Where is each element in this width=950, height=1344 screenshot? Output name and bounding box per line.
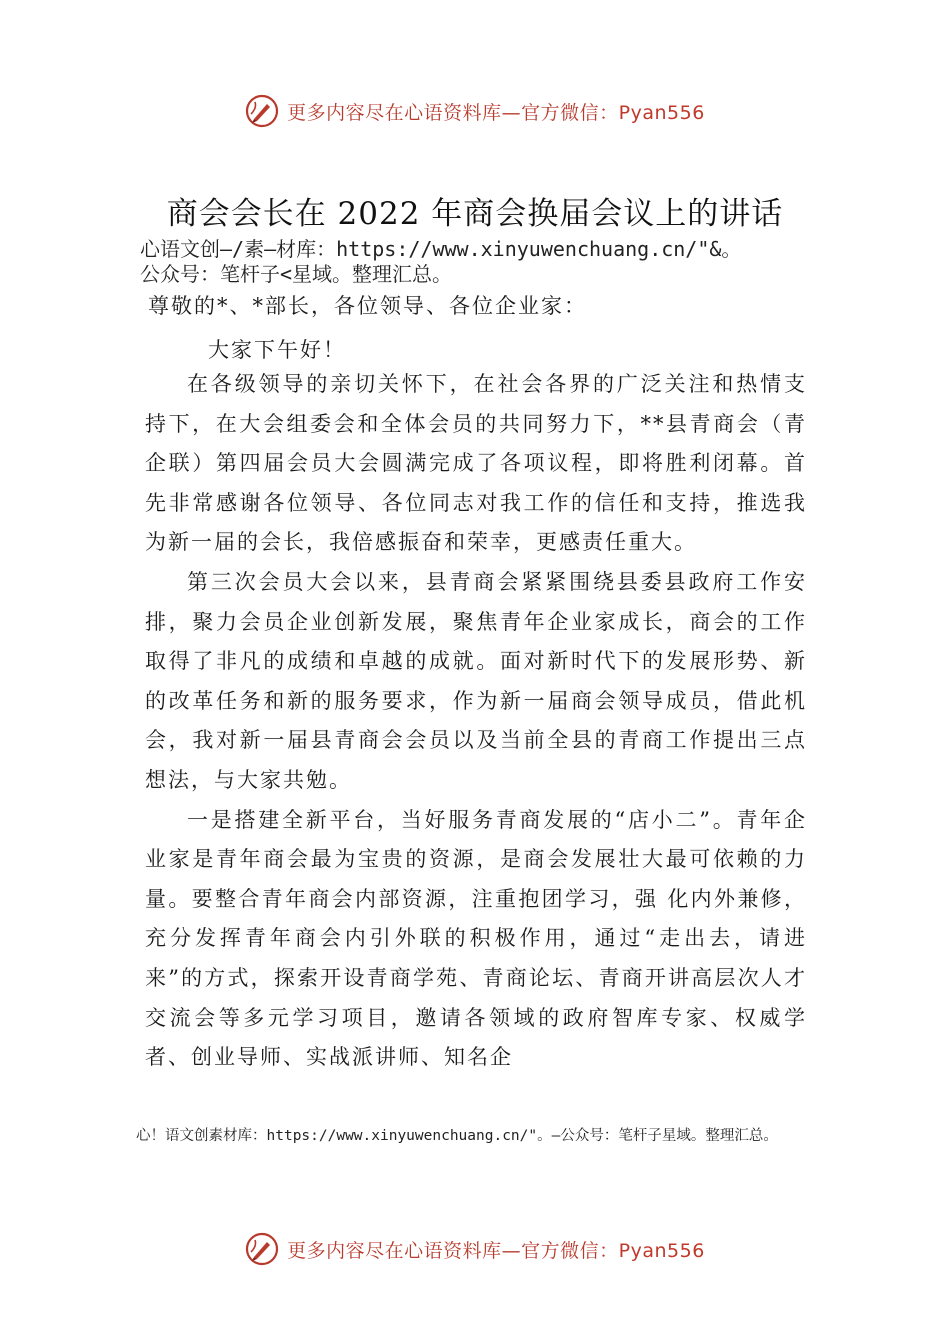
footer-note: 心！语文创素材库：https://www.xinyuwenchuang.cn/"。—公众号：笔杆子星域。整理汇总。 [136,1128,778,1144]
source-line-2: 公众号：笔杆子<星域。整理汇总。 [140,262,453,286]
banner-text: 更多内容尽在心语资料库—官方微信：Pyan556 [287,1239,705,1262]
paragraph-1: 在各级领导的亲切关怀下，在社会各界的广泛关注和热情支持下，在大会组委会和全体会员的共同努力下，**县青商会（青企联）第四届会员大会圆满完成了各项议程，即将胜利闭幕。首先非常感谢各位领导、各位同志对我工作的信任和支持，推选我为新一届的会长，我倍感振奋和荣幸，更感责任重大。 [145,372,807,555]
banner-text: 更多内容尽在心语资料库—官方微信：Pyan556 [287,101,705,124]
header-banner [0,94,950,128]
source-line-1: 心语文创—/素—材库：https://www.xinyuwenchuang.cn/"&。 [140,237,742,261]
greeting: 大家下午好！ [208,338,346,362]
document-title: 商会会长在 2022 年商会换届会议上的讲话 [166,196,784,232]
paragraph-2: 第三次会员大会以来，县青商会紧紧围绕县委县政府工作安排，聚力会员企业创新发展，聚焦青年企业家成长，商会的工作取得了非凡的成绩和卓越的成就。面对新时代下的发展形势、新的改革任务和新的服务要求，作为新一届商会领导成员，借此机会，我对新一届县青商会会员以及当前全县的青商工作提出三点想法，与大家共勉。 [145,569,807,792]
speech-body [145,365,807,1078]
pen-logo-icon [245,94,279,128]
footer-banner [0,1232,950,1266]
paragraph-3: 一是搭建全新平台，当好服务青商发展的“店小二”。青年企业家是青年商会最为宝贵的资源，是商会发展壮大最可依赖的力量。要整合青年商会内部资源，注重抱团学习，强 化内外兼修，充分发挥青年商会内引外联的积极作用，通过“走出去，请进来”的方式，探索开设青商学苑、青商论坛、青商开讲高层次人才交流会等多元学习项目，邀请各领域的政府智库专家、权威学者、创业导师、实战派讲师、知名企 [145,807,807,1070]
wechat-handle: Pyan556 [618,1239,705,1262]
wechat-handle: Pyan556 [618,101,705,124]
salutation: 尊敬的*、*部长，各位领导、各位企业家： [148,294,587,318]
pen-logo-icon [245,1232,279,1266]
